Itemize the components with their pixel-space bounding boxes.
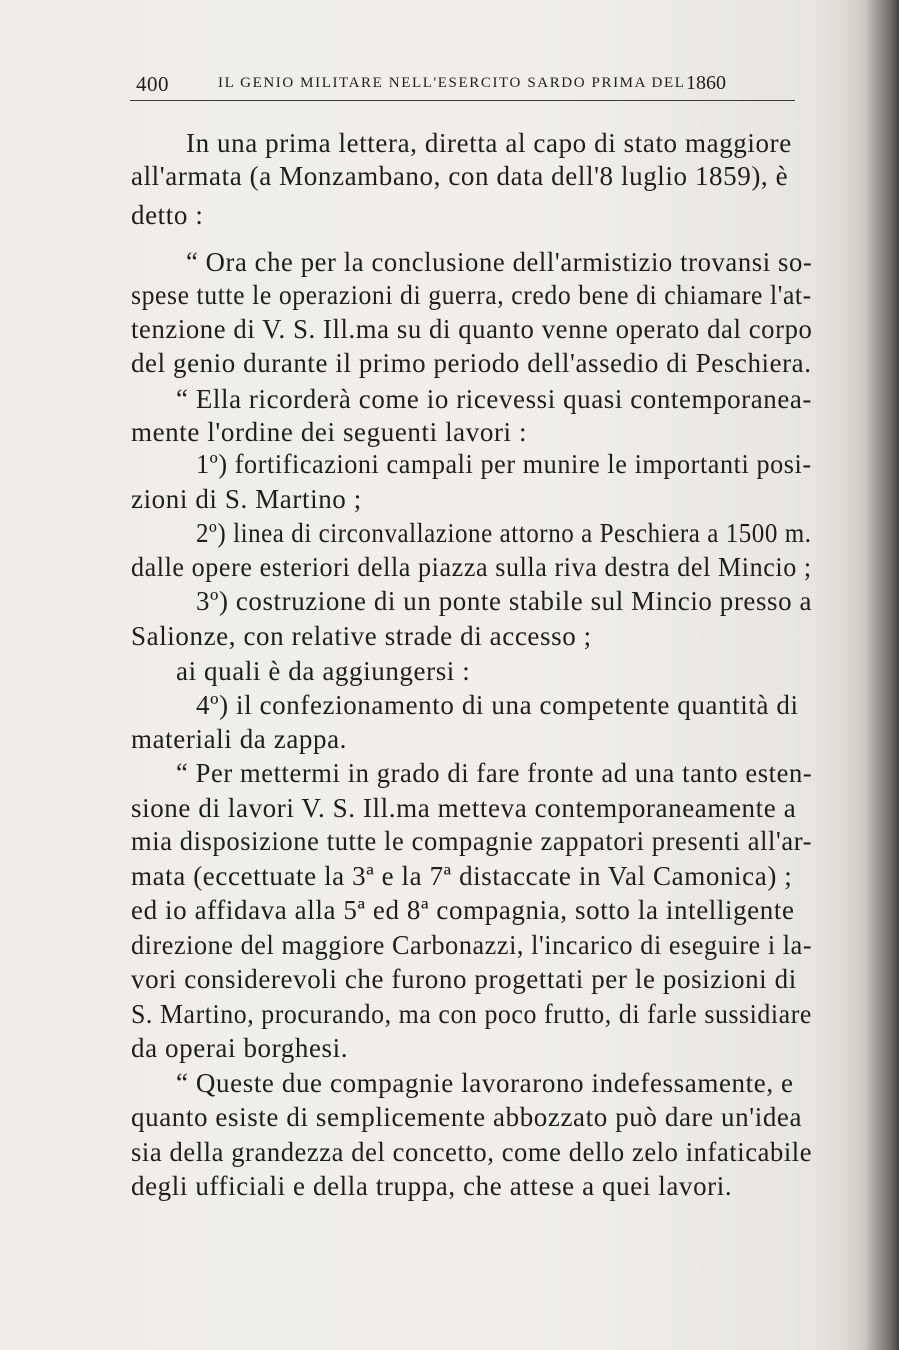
text-line: S. Martino, procurando, ma con poco frutto, di farle sussidiare — [131, 999, 812, 1029]
text-line: ai quali è da aggiungersi : — [176, 656, 471, 686]
text-line: 2º) linea di circonvallazione attorno a Peschiera a 1500 m. — [196, 518, 812, 548]
running-title-year: 1860 — [686, 72, 726, 94]
text-line: materiali da zappa. — [131, 724, 348, 754]
text-line: “ Per mettermi in grado di fare fronte ad una tanto esten- — [176, 758, 813, 788]
text-line: mata (eccettuate la 3ª e la 7ª distaccate in Val Camonica) ; — [131, 861, 793, 891]
text-line: 1º) fortificazioni campali per munire le importanti posi- — [196, 449, 812, 479]
text-line: tenzione di V. S. Ill.ma su di quanto venne operato dal corpo — [131, 314, 813, 344]
text-line: dalle opere esteriori della piazza sulla riva destra del Mincio ; — [131, 552, 812, 582]
text-line: “ Ella ricorderà come io ricevessi quasi contemporanea- — [176, 384, 812, 414]
text-line: del genio durante il primo periodo dell'assedio di Peschiera. — [131, 348, 812, 378]
text-line: Salionze, con relative strade di accesso ; — [131, 621, 592, 651]
text-line: vori considerevoli che furono progettati per le posizioni di — [131, 964, 797, 994]
text-line: da operai borghesi. — [131, 1033, 349, 1063]
text-line: mia disposizione tutte le compagnie zappatori presenti all'ar- — [131, 826, 813, 856]
text-line: all'armata (a Monzambano, con data dell'8 luglio 1859), è — [131, 161, 789, 191]
text-line: “ Queste due compagnie lavorarono indefessamente, e — [176, 1068, 794, 1098]
text-line: direzione del maggiore Carbonazzi, l'incarico di eseguire i la- — [131, 930, 813, 960]
text-line: spese tutte le operazioni di guerra, credo bene di chiamare l'at- — [131, 280, 812, 310]
text-line: 4º) il confezionamento di una competente quantità di — [196, 690, 799, 720]
text-line: quanto esiste di semplicemente abbozzato può dare un'idea — [131, 1102, 803, 1132]
text-line: detto : — [131, 200, 204, 230]
text-line: In una prima lettera, diretta al capo di stato maggiore — [186, 128, 792, 158]
text-line: 3º) costruzione di un ponte stabile sul Mincio presso a — [196, 586, 813, 616]
text-line: zioni di S. Martino ; — [131, 484, 362, 514]
text-line: sia della grandezza del concetto, come dello zelo infaticabile — [131, 1137, 813, 1167]
page-number: 400 — [136, 72, 169, 96]
text-line: “ Ora che per la conclusione dell'armistizio trovansi so- — [186, 247, 813, 277]
text-line: ed io affidava alla 5ª ed 8ª compagnia, sotto la intelligente — [131, 895, 795, 925]
running-title: IL GENIO MILITARE NELL'ESERCITO SARDO PRIMA DEL — [218, 75, 686, 91]
text-line: degli ufficiali e della truppa, che attese a quei lavori. — [131, 1171, 733, 1201]
text-line: mente l'ordine dei seguenti lavori : — [131, 417, 528, 447]
text-line: sione di lavori V. S. Ill.ma metteva contemporaneamente a — [131, 793, 797, 823]
